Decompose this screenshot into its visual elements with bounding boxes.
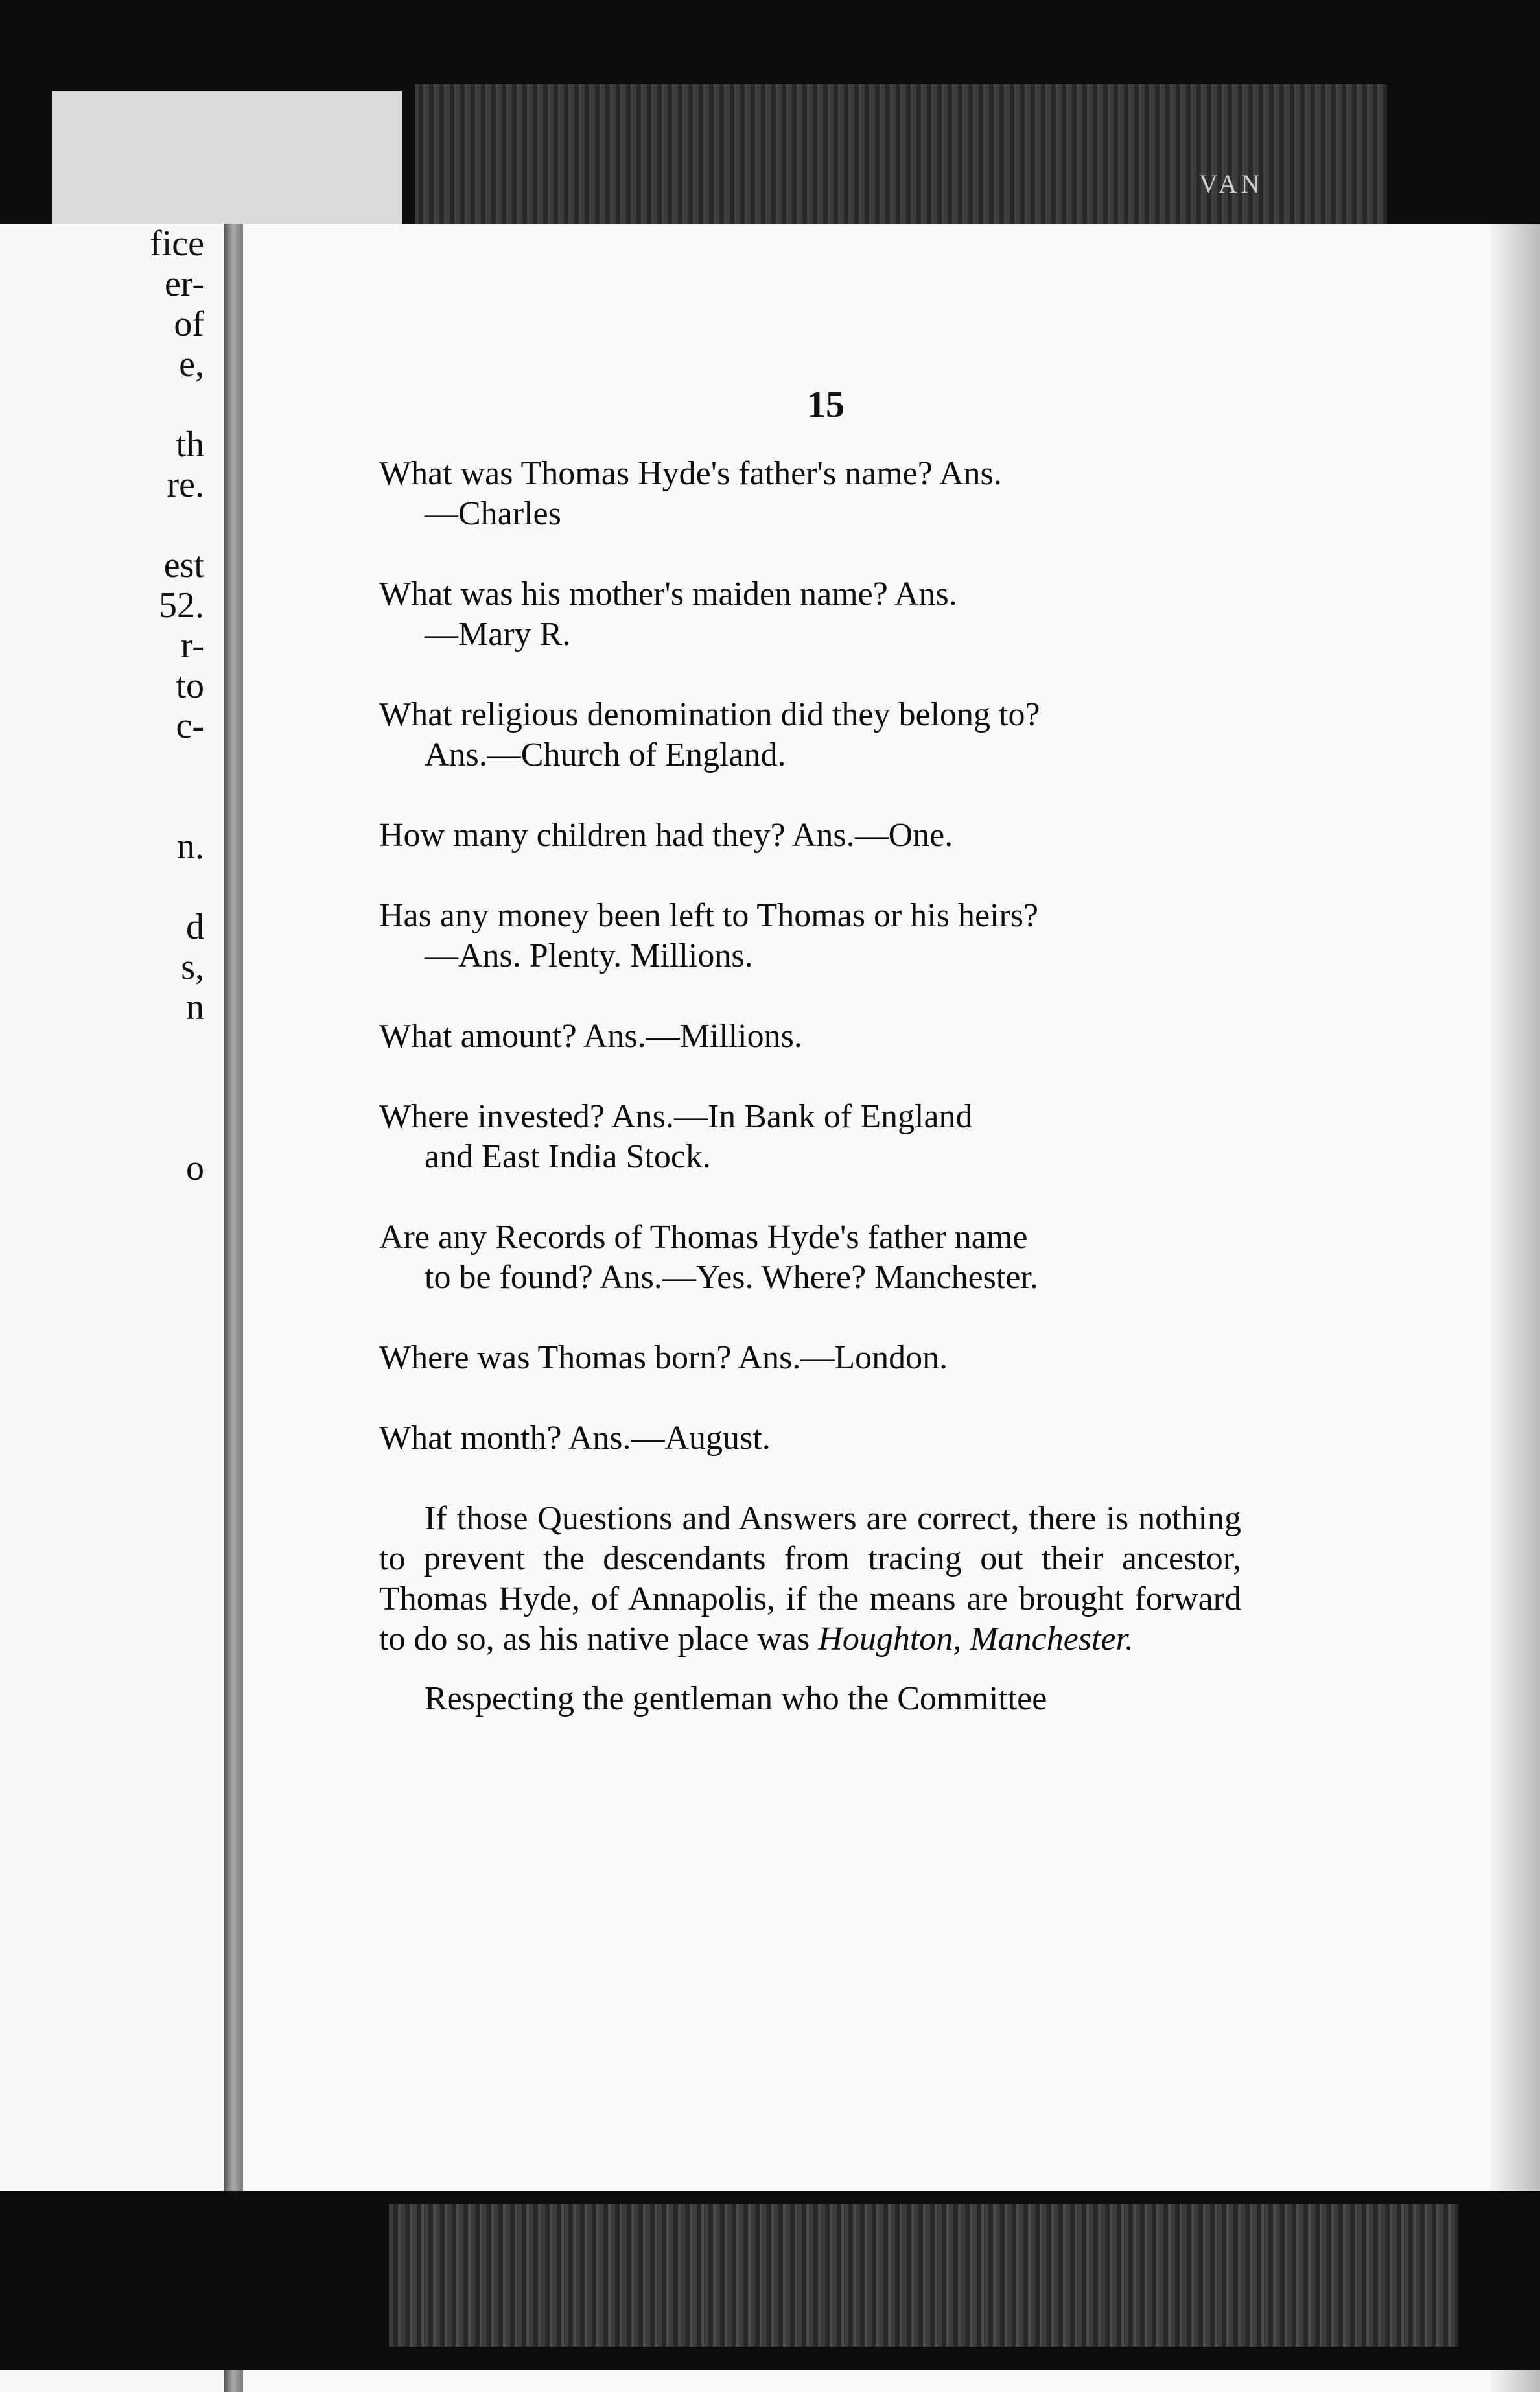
tape-mark: VAN [1199, 169, 1264, 198]
left-fragment: fice [150, 224, 204, 264]
answer: —Mary R. [425, 616, 571, 653]
question: Are any Records of Thomas Hyde's father name [379, 1219, 1028, 1256]
left-fragment: of [174, 304, 204, 344]
qa-item [379, 1217, 1241, 1298]
paragraph-continuation: Respecting the gentleman who the Committee [425, 1680, 1047, 1717]
native-place: Houghton, Manchester. [818, 1621, 1134, 1658]
question: What religious denomination did they belong to? [379, 696, 1040, 733]
question: What month? Ans.—August. [379, 1420, 771, 1457]
qa-item [379, 695, 1241, 775]
book-gutter [224, 224, 243, 2392]
left-fragment: re. [167, 465, 204, 505]
left-fragment: d [186, 907, 204, 947]
left-fragment: th [176, 425, 204, 465]
qa-item [379, 896, 1241, 976]
left-fragment [150, 1068, 204, 1108]
answer: —Ans. Plenty. Millions. [425, 937, 753, 974]
paragraph-conclusion [379, 1499, 1241, 1659]
question-answer-list [379, 454, 1241, 1459]
question: Where invested? Ans.—In Bank of England [379, 1098, 973, 1135]
qa-item [379, 815, 1241, 856]
tape-strip-top-left [52, 91, 402, 233]
qa-item [379, 1338, 1241, 1378]
paragraph-text: If those Questions and Answers are correct, there is nothing to prevent the descendants from tracing out their ancestor, Thomas Hyde, of Annapolis, if the means are brought forward to do so, as his native place was [379, 1500, 1241, 1658]
page-edge-shadow [1491, 224, 1540, 2392]
tape-strip-bottom [389, 2204, 1458, 2347]
question: What was his mother's maiden name? Ans. [379, 576, 957, 613]
tape-strip-top [415, 84, 1387, 240]
left-fragment: est [163, 545, 204, 585]
question: What amount? Ans.—Millions. [379, 1018, 802, 1055]
left-fragment [150, 1108, 204, 1148]
question: Where was Thomas born? Ans.—London. [379, 1339, 948, 1376]
page-number: 15 [807, 383, 845, 425]
qa-item [379, 1097, 1241, 1177]
qa-item [379, 1016, 1241, 1057]
left-fragment: er- [164, 264, 204, 304]
page-text [379, 454, 1241, 1739]
left-fragment: 52. [159, 585, 204, 626]
answer: to be found? Ans.—Yes. Where? Manchester. [425, 1259, 1038, 1296]
left-fragment: c- [176, 706, 204, 746]
left-fragment: e, [179, 344, 204, 384]
left-fragment: to [176, 666, 204, 706]
question: How many children had they? Ans.—One. [379, 817, 953, 854]
qa-item [379, 1418, 1241, 1459]
left-page-fragments [150, 224, 204, 1188]
left-fragment: n [186, 987, 204, 1027]
left-fragment: s, [181, 947, 204, 987]
answer: —Charles [425, 495, 561, 532]
left-fragment [150, 1027, 204, 1068]
left-fragment: r- [180, 626, 204, 666]
answer: Ans.—Church of England. [425, 736, 786, 773]
left-fragment: o [186, 1148, 204, 1188]
left-page [0, 224, 228, 2392]
left-fragment: n. [177, 827, 204, 867]
answer: and East India Stock. [425, 1138, 711, 1175]
left-fragment [150, 505, 204, 545]
left-fragment [150, 746, 204, 786]
qa-item [379, 574, 1241, 655]
qa-item [379, 454, 1241, 534]
left-fragment [150, 786, 204, 827]
question: What was Thomas Hyde's father's name? Ans. [379, 455, 1002, 492]
left-fragment [150, 384, 204, 425]
question: Has any money been left to Thomas or his heirs? [379, 897, 1039, 934]
left-fragment [150, 867, 204, 907]
